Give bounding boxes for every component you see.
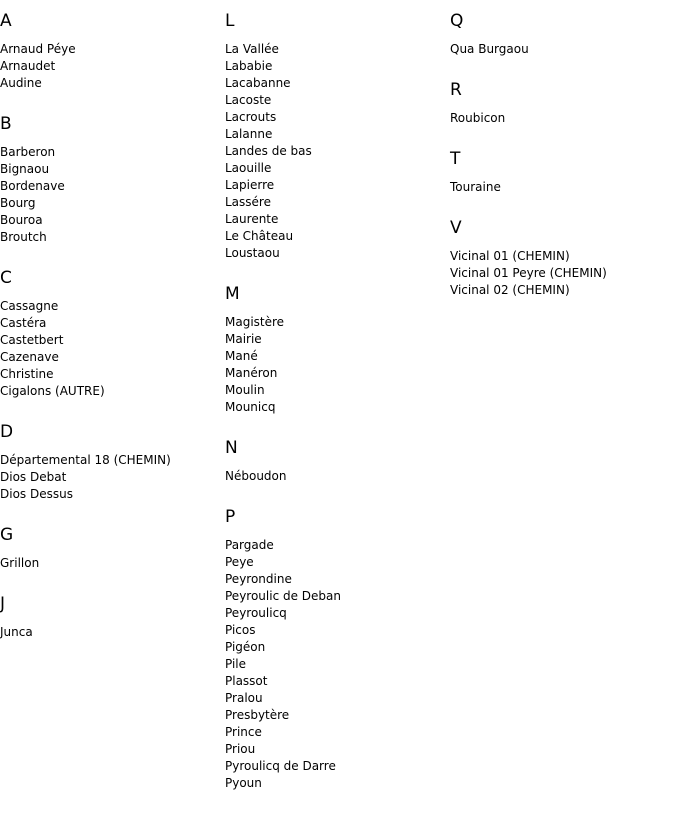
list-item[interactable]: Bourg	[0, 196, 36, 210]
list-item[interactable]: Moulin	[225, 383, 265, 397]
list-item[interactable]: Vicinal 01 Peyre (CHEMIN)	[450, 266, 607, 280]
list-item[interactable]: Broutch	[0, 230, 47, 244]
list-item[interactable]: Départemental 18 (CHEMIN)	[0, 453, 171, 467]
letter-heading: J	[0, 594, 6, 614]
list-item[interactable]: Lababie	[225, 59, 273, 73]
entry-list	[0, 555, 220, 572]
letter-heading: V	[450, 218, 462, 238]
entry-list	[0, 452, 220, 503]
list-item[interactable]: Grillon	[0, 556, 40, 570]
list-item[interactable]: Peye	[225, 555, 254, 569]
letter-heading: T	[450, 149, 461, 169]
list-item[interactable]: Christine	[0, 367, 54, 381]
letter-heading: Q	[450, 11, 464, 31]
letter-group	[225, 437, 445, 485]
letter-group	[450, 148, 670, 196]
list-item[interactable]: Pyroulicq de Darre	[225, 759, 336, 773]
list-item[interactable]: Laurente	[225, 212, 279, 226]
list-item[interactable]: Touraine	[450, 180, 501, 194]
list-item[interactable]: Arnaud Péye	[0, 42, 76, 56]
letter-group	[0, 267, 220, 400]
list-item[interactable]: Vicinal 01 (CHEMIN)	[450, 249, 570, 263]
list-item[interactable]: Peyrondine	[225, 572, 292, 586]
index-column-2	[225, 10, 445, 813]
list-item[interactable]: Pargade	[225, 538, 274, 552]
entry-list	[450, 179, 670, 196]
list-item[interactable]: Lacrouts	[225, 110, 277, 124]
list-item[interactable]: Roubicon	[450, 111, 506, 125]
list-item[interactable]: Magistère	[225, 315, 285, 329]
list-item[interactable]: Lapierre	[225, 178, 275, 192]
list-item[interactable]: Peyroulicq	[225, 606, 287, 620]
letter-group	[225, 506, 445, 792]
list-item[interactable]: Dios Dessus	[0, 487, 73, 501]
list-item[interactable]: Prince	[225, 725, 262, 739]
entry-list	[0, 41, 220, 92]
letter-heading: P	[225, 507, 236, 527]
list-item[interactable]: Bordenave	[0, 179, 65, 193]
letter-heading: D	[0, 422, 14, 442]
list-item[interactable]: Mané	[225, 349, 258, 363]
list-item[interactable]: Laouille	[225, 161, 272, 175]
list-item[interactable]: Presbytère	[225, 708, 290, 722]
list-item[interactable]: Barberon	[0, 145, 56, 159]
entry-list	[0, 298, 220, 400]
entry-list	[225, 41, 445, 262]
list-item[interactable]: Arnaudet	[0, 59, 56, 73]
list-item[interactable]: Bouroa	[0, 213, 43, 227]
letter-heading: A	[0, 11, 12, 31]
list-item[interactable]: Vicinal 02 (CHEMIN)	[450, 283, 570, 297]
letter-group	[0, 524, 220, 572]
index-column-3	[450, 10, 670, 320]
list-item[interactable]: Picos	[225, 623, 256, 637]
list-item[interactable]: Audine	[0, 76, 42, 90]
entry-list	[450, 110, 670, 127]
letter-heading: M	[225, 284, 240, 304]
list-item[interactable]: Cazenave	[0, 350, 59, 364]
letter-heading: R	[450, 80, 462, 100]
list-item[interactable]: Lalanne	[225, 127, 273, 141]
letter-group	[225, 10, 445, 262]
entry-list	[225, 314, 445, 416]
list-item[interactable]: Junca	[0, 625, 33, 639]
letter-heading: N	[225, 438, 238, 458]
list-item[interactable]: Cassagne	[0, 299, 59, 313]
list-item[interactable]: Pralou	[225, 691, 263, 705]
list-item[interactable]: Castetbert	[0, 333, 64, 347]
letter-heading: L	[225, 11, 235, 31]
entry-list	[450, 248, 670, 299]
list-item[interactable]: Lacoste	[225, 93, 272, 107]
entry-list	[225, 468, 445, 485]
list-item[interactable]: Mairie	[225, 332, 262, 346]
list-item[interactable]: Mounicq	[225, 400, 276, 414]
list-item[interactable]: Néboudon	[225, 469, 287, 483]
letter-group	[450, 217, 670, 299]
list-item[interactable]: Castéra	[0, 316, 47, 330]
list-item[interactable]: La Vallée	[225, 42, 279, 56]
list-item[interactable]: Pile	[225, 657, 247, 671]
letter-group	[225, 283, 445, 416]
entry-list	[450, 41, 670, 58]
letter-group	[450, 79, 670, 127]
list-item[interactable]: Manéron	[225, 366, 278, 380]
list-item[interactable]: Pigéon	[225, 640, 266, 654]
list-item[interactable]: Priou	[225, 742, 256, 756]
letter-group	[450, 10, 670, 58]
letter-heading: C	[0, 268, 12, 288]
list-item[interactable]: Plassot	[225, 674, 268, 688]
list-item[interactable]: Le Château	[225, 229, 294, 243]
list-item[interactable]: Landes de bas	[225, 144, 312, 158]
list-item[interactable]: Cigalons (AUTRE)	[0, 384, 105, 398]
letter-heading: G	[0, 525, 14, 545]
letter-group	[0, 593, 220, 641]
entry-list	[0, 624, 220, 641]
letter-heading: B	[0, 114, 12, 134]
list-item[interactable]: Qua Burgaou	[450, 42, 529, 56]
list-item[interactable]: Pyoun	[225, 776, 262, 790]
letter-group	[0, 10, 220, 92]
entry-list	[225, 537, 445, 792]
list-item[interactable]: Peyroulic de Deban	[225, 589, 342, 603]
list-item[interactable]: Lacabanne	[225, 76, 291, 90]
list-item[interactable]: Loustaou	[225, 246, 280, 260]
list-item[interactable]: Bignaou	[0, 162, 50, 176]
index-column-1	[0, 10, 220, 662]
list-item[interactable]: Lassére	[225, 195, 271, 209]
letter-group	[0, 421, 220, 503]
entry-list	[0, 144, 220, 246]
letter-group	[0, 113, 220, 246]
list-item[interactable]: Dios Debat	[0, 470, 67, 484]
